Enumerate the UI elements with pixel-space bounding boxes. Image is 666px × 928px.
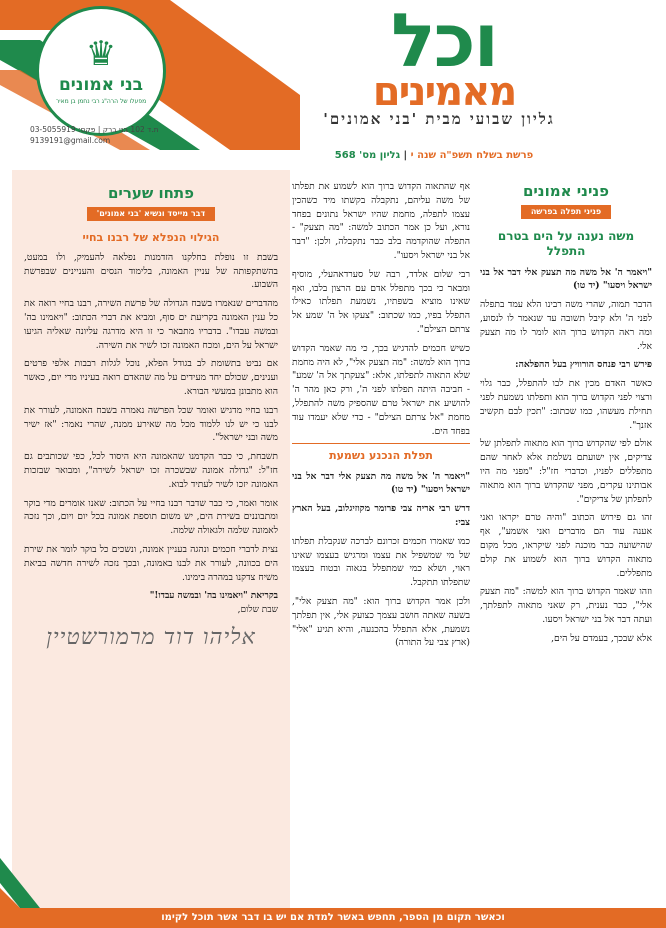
closing-verse: בקריאת "ויאמינו בה' ובמשה עבדו!" — [149, 591, 278, 602]
paragraph: רבנו בחיי מדגיש ואומר שכל הפרשה נאמרה בשבח האמונה, לעורר את לבנו כי יש לנו ללמוד מכל מה שאירע ממנה, שהרי נאמר: "אז ישיר משה ובני ישראל". — [24, 404, 278, 444]
middle-column — [292, 180, 470, 655]
paragraph: אם נביט בתשומת לב בגודל הפלא, נוכל לגלות רבבות אלפי פרטים וענינים, שכולם יחד מעידים על מה שהאדם רואה בעיניו מדי יום, כאשר הוא מתבונן במעשי הבורא. — [24, 358, 278, 397]
logo-name: בני אמונים — [58, 74, 144, 95]
signature: אליהו דוד מרמורשטיין — [46, 625, 256, 651]
closing-block — [24, 590, 278, 654]
contact-email: 9139191@gmail.com — [30, 136, 111, 146]
paragraph: וזהו שאמר הקדוש ברוך הוא למשה: "מה תצעק אלי", כבר נענית, רק שאני מתאוה לתפלתך, ועתה דבר אל בני ישראל ויסעו. — [480, 586, 652, 626]
newsletter-title — [244, 0, 644, 115]
paragraph: אלא שבכך, בעמדם על הים, — [551, 632, 652, 644]
left-section-tag: דבר מייסד ונשיא 'בני אמונים' — [87, 207, 215, 221]
paragraph: זהו גם פירוש הכתוב "והיה טרם יקראו ואני אענה עוד הם מדברים ואני אשמע", אף שהישועה כבר מוכנה לפני שיקראו, מכל מקום מתאוה הקדוש ברוך הוא לשמוע את קולם מתפללים. — [480, 512, 652, 579]
paragraph: הדבר תמוה, שהרי משה רבינו הלא עמד בתפלה לפני ה' ולא קיבל תשובה עד שנאמר לו לנסוע, ומה ראה הקדוש ברוך הוא לומר לו מה תצעק אלי. — [480, 299, 652, 352]
paragraph: דרש רבי אריה צבי פרומר מקוזיגלוב, בעל הארץ צבי: — [292, 503, 470, 529]
footer-banner: וכאשר תקום מן הספר, תחפש באשר למדת אם יש בו דבר אשר תוכל לקימו — [0, 908, 666, 928]
title-bottom: מאמינים — [372, 69, 516, 115]
contact-address: ת.ד 102 בני ברק | פקס: 03-5055919 — [30, 125, 159, 134]
paragraph: כשיש חכמים להדגיש בכך, כי מה שאמר הקדוש ברוך הוא למשה: "מה תצעק אלי", לא היה מחמת שלא התאוה לתפלתו, אלא: "צעקתך אל ה' שמע" - חביבה היתה תפלתו לפני ה', ורק כאן מהר ה' להושיע את ישראל טרם שהספיק משה להתפלל, מחמת "אל צרתם הצילם" - כדי שלא יעמדו עוד בפחד הים. — [292, 342, 470, 437]
footer-stripes-decoration — [0, 848, 140, 908]
paragraph: כמו שאמרו חכמים זכרונם לברכה שנקבלת תפלתו של מי שמשפיל את עצמו ומרגיש בעצמו שאינו ראוי, ושלא כמי שמתפלל בגאוה ובטוח בעצמו שתפלתו תתקבל. — [292, 535, 470, 589]
paragraph: רבי שלום אלדד, רבה של סערדאהעלי, מוסיף ומבאר כי בכך מתפלל אדם עם הרצון בלבו, ואף שאינו מוציא בשפתיו, נשמעת תפלתו כאילו התפלל בפיו, כמו שכתוב: "צעקו אל ה' שמע אל צרתם הצילם". — [292, 268, 470, 335]
paragraph: בשבת זו נופלת בחלקנו הזדמנות נפלאה להעמיק, ולו במעט, בהשתקפותה של עניין האמונה, בלימוד הנסים והעניינים שבפרשת השבוע. — [24, 251, 278, 291]
right-column — [480, 180, 652, 651]
paragraph: אולם לפי שהקדוש ברוך הוא מתאוה לתפלתן של צדיקים, אין ישועתם נשלמת אלא לאחר שהם מתפללים לפניו, וכדברי חז"ל: "מפני מה היו אבותינו עקרים, מפני שהקדוש ברוך הוא מתאוה לתפלתן של צדיקים". — [480, 438, 652, 505]
right-article-title: משה נענה על הים בטרם התפלל — [497, 228, 635, 259]
paragraph: ולכן אמר הקדוש ברוך הוא: "מה תצעק אלי", בשעה שאתה חושב עצמך כצועק אלי, אין תפלתך נשמעת, אלא התפלל בהכנעה, והיא תגיע "אלי" (ארץ צבי על התורה) — [292, 596, 470, 649]
paragraph: פירש רבי פנחס הורוויץ בעל ההפלאה: — [515, 359, 652, 371]
paragraph: כאשר האדם מכין את לבו להתפלל, כבר גלוי ורצוי לפני הקדוש ברוך הוא ותפלתו נשמעת לפני תחילת מעשהו, כמו שכתוב: "תכין לבם תקשיב אזנך". — [480, 378, 652, 431]
issue-number: גליון מס' 568 — [334, 150, 401, 161]
paragraph: אומר ואמר, כי כבר שדבר רבנו בחיי על הכתוב: שאנו אומרים מדי בוקר ומתבוננים בשירת הים, יש משום תוספת אמונה בכל יום ויום, וכך נזכה לאמונה שלמה ולגאולה שלמה. — [24, 497, 278, 537]
newsletter-subtitle: גליון שבועי מבית 'בני אמונים' — [323, 110, 555, 128]
paragraph: אף שהתאוה הקדוש ברוך הוא לשמוע את תפלתו של משה עליהם, נתקבלה בקשתו מיד כשהכין עצמו לתפלה, מחמת שהיו ישראל נתונים בפחד נורא, ועל כן אמר הכתוב למשה: "מה תצעק" - התפלה שהוקדמה בלב כבר נתקבלה, ולכן: "דבר אל בני ישראל ויסעו". — [292, 181, 470, 261]
issue-parasha: פרשת בשלח תשפ"ה שנה י — [410, 150, 534, 161]
contact-info — [30, 124, 190, 147]
right-section-title: פניני אמונים — [522, 182, 610, 200]
paragraph: נצית לדברי חכמים ונהגה בעניין אמונה, ונשכים כל בוקר לומר את שירת הים בכוונה, לעורר את לבנו באמונה, ובכך נזכה לשירה חדשה בביאת משיח צדקנו במהרה בימינו. — [24, 543, 278, 583]
right-section-tag: פניני תפלה בפרשה — [521, 205, 611, 219]
paragraph: מהדברים שנאמרו בשבח הגדולה של פרשת השירה, רבנו בחיי רואה את כל ענין האמונה בקריעת ים סוף, ומביא את דברי הכתוב: "ויאמינו בה' ובמשה עבדו". בדבריו מתבאר כי זו היא מדרגה עליונה שאליה הגיעו ישראל על הים, ומכח האמונה זכו לשיר את השירה. — [24, 298, 278, 351]
issue-line: פרשת בשלח תשפ"ה שנה י | גליון מס' 568 — [334, 150, 534, 161]
logo-tagline: מפעלו של הרה"ג רבי נחמן בן מאיר — [55, 97, 147, 105]
paragraph: "ויאמר ה' אל משה מה תצעק אלי דבר אל בני ישראל ויסעו" (יד טו) — [292, 470, 470, 496]
title-top: וכל — [390, 0, 498, 84]
left-article-title: הגילוי הנפלא של רבנו בחיי — [82, 230, 220, 244]
paragraph: "ויאמר ה' אל משה מה תצעק אלי דבר אל בני ישראל ויסעו" (יד טו) — [480, 266, 652, 292]
crown-icon: ♛ — [85, 33, 117, 74]
left-section-title: פתחו שערים — [107, 184, 195, 202]
middle-article-title: תפלת הנכנע נשמעת — [292, 443, 470, 463]
left-column — [12, 170, 290, 908]
closing-greeting: שבת שלום, — [237, 604, 278, 615]
paragraph: תשבחת, כי כבר הקדמנו שהאמונה היא היסוד לכל, כפי שכותבים גם חז"ל: "גדולה אמונה שבשכרה זכו ישראל לשירה", ומבואר שבזכות האמונה יזכו לשיר לעתיד לבוא. — [24, 451, 278, 490]
organization-logo — [36, 6, 166, 136]
